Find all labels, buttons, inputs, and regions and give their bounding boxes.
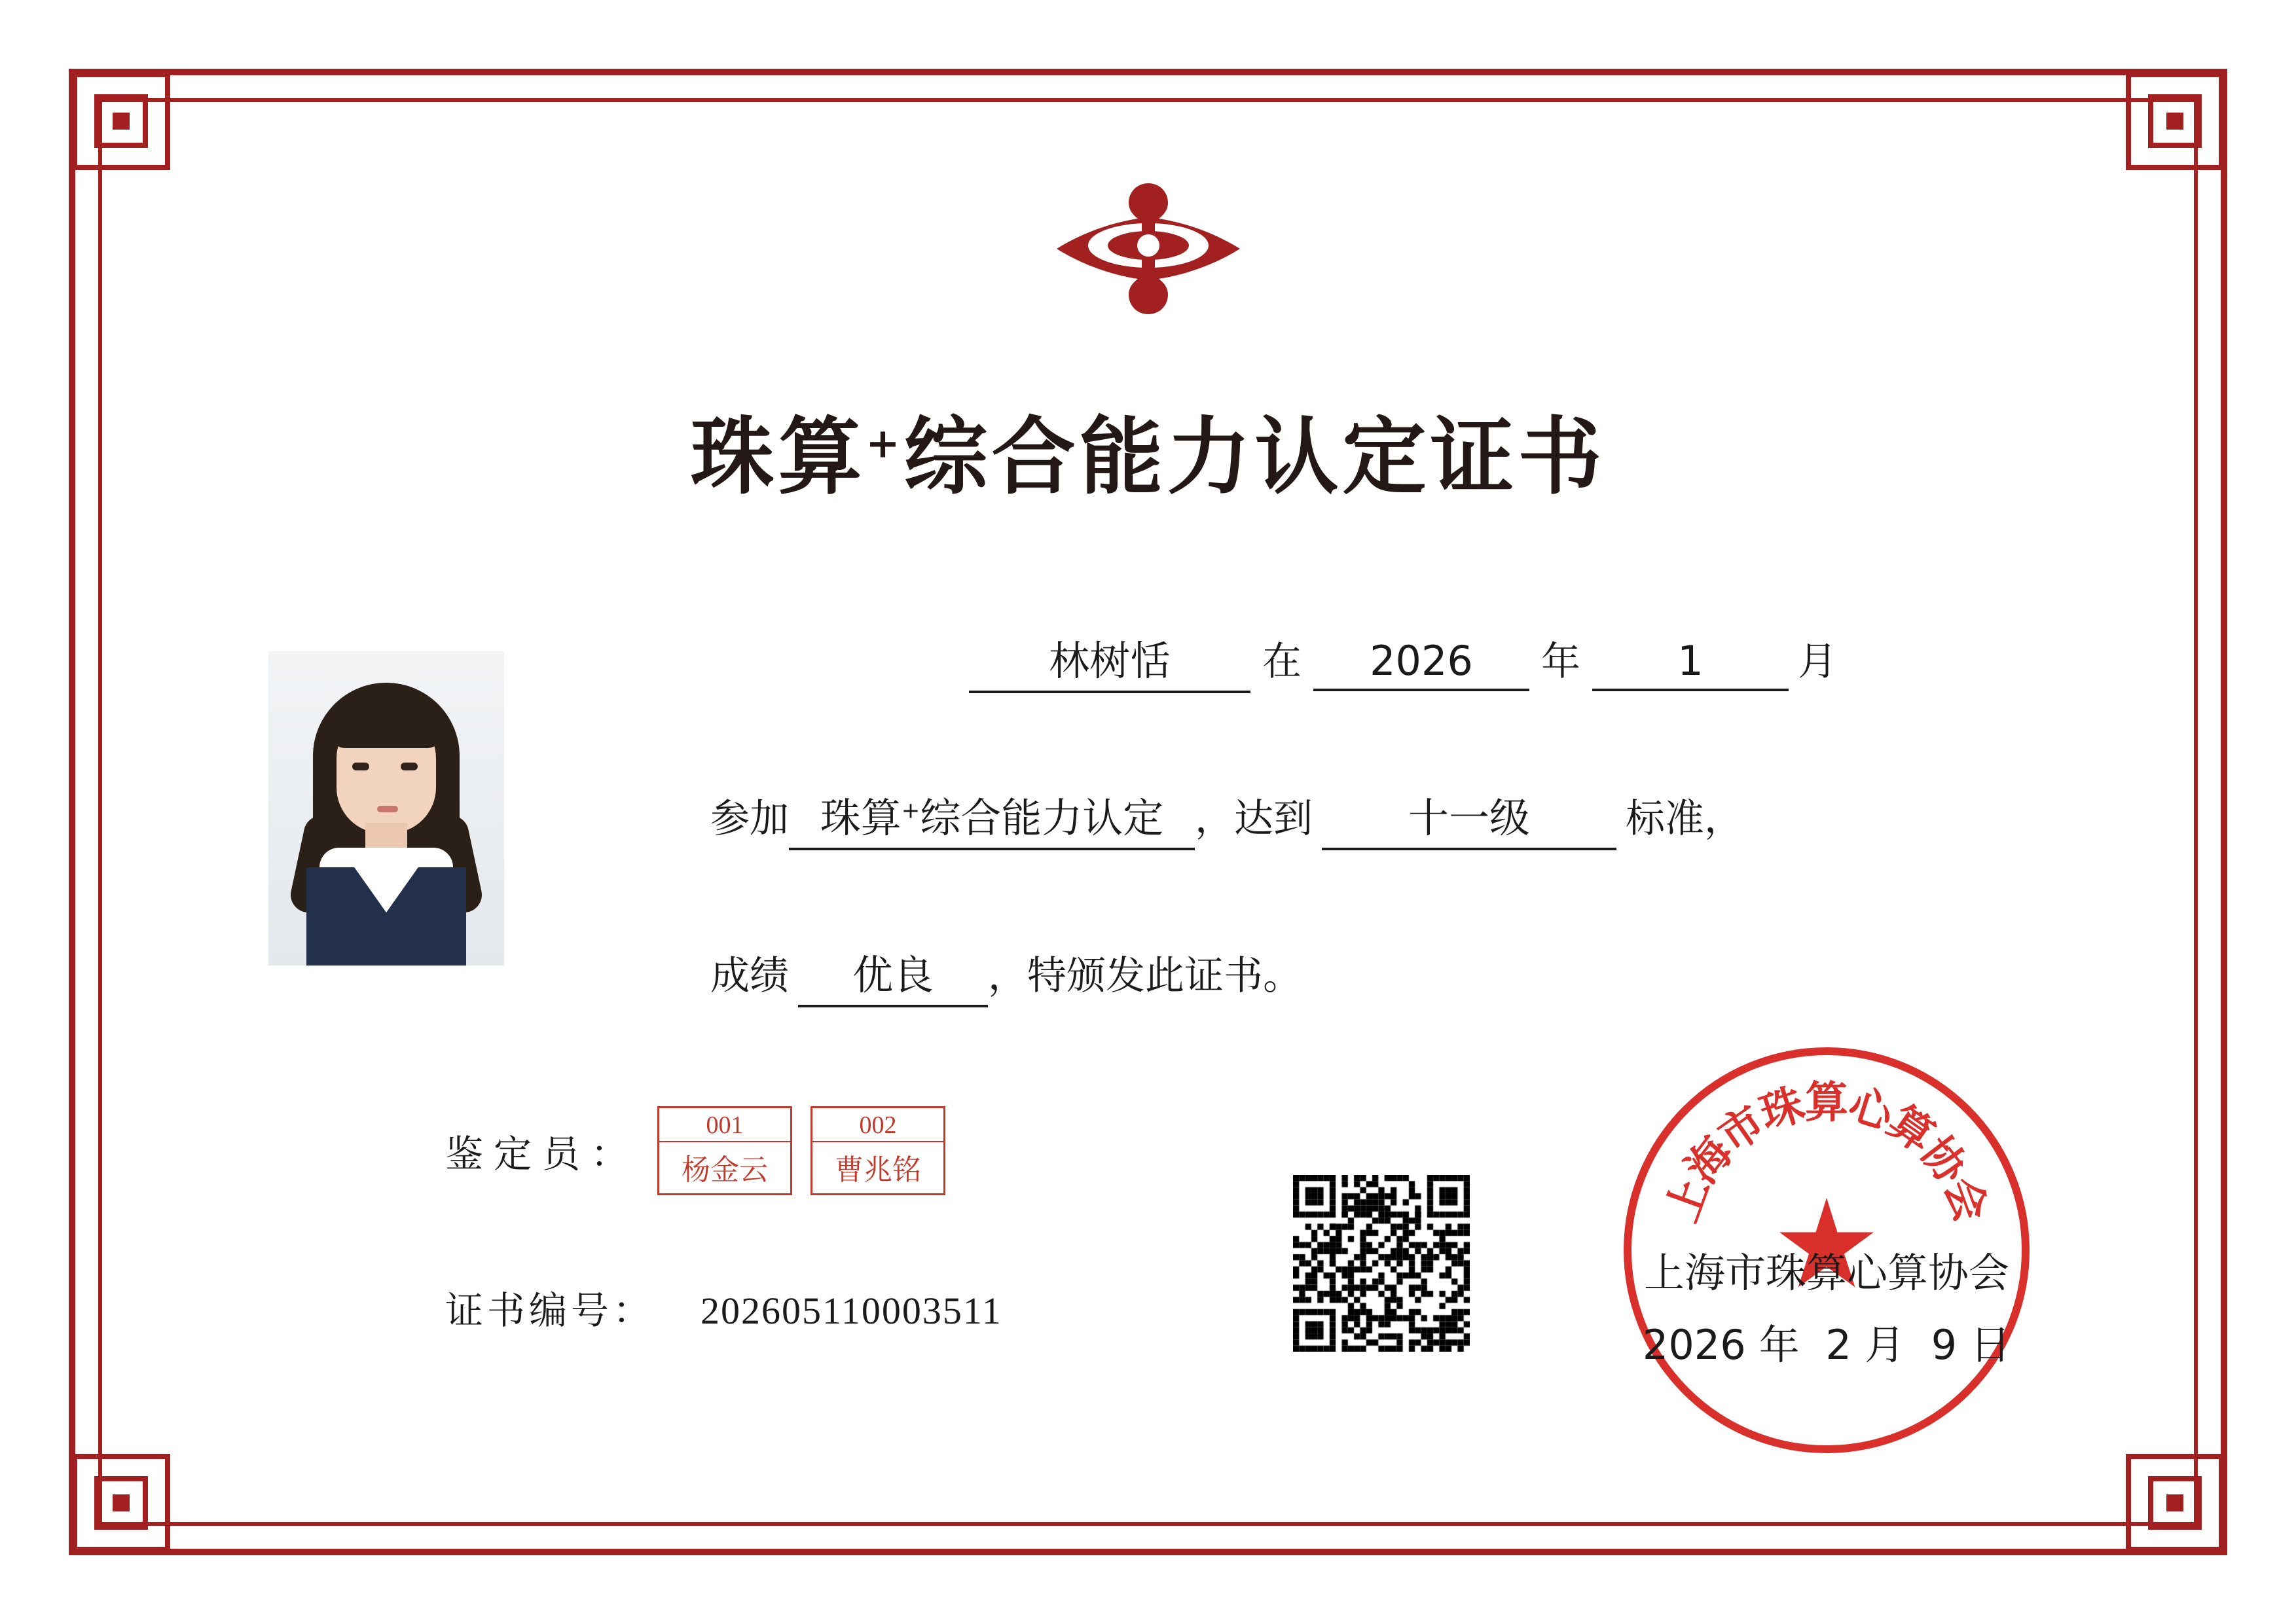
examiner-name: 曹兆铭 (835, 1154, 922, 1186)
title-superscript: + (866, 419, 904, 467)
program-prefix: 珠算 (820, 794, 902, 842)
issue-date-year: 2026 (1642, 1321, 1746, 1369)
examiner-label: 鉴定员： (445, 1132, 640, 1176)
issue-label: 特颁发此证书。 (1027, 953, 1302, 999)
join-label: 参加 (710, 796, 789, 842)
examiner-row (445, 1106, 945, 1195)
standard-label: 标准， (1626, 796, 1743, 842)
issue-date-month-label: 月 (1864, 1321, 1905, 1369)
program-superscript: + (901, 797, 920, 824)
page-title (0, 389, 2296, 510)
issuing-organization: 上海市珠算心算协会 (1643, 1249, 2009, 1297)
examiner-number: 002 (812, 1108, 943, 1142)
certificate-number-label: 证书编号： (445, 1288, 655, 1333)
issue-date-year-label: 年 (1758, 1321, 1800, 1369)
year-value: 2026 (1313, 637, 1529, 691)
issue-date-day: 9 (1931, 1321, 1958, 1369)
title-main: 珠算 (690, 408, 866, 506)
comma-1: ， (1195, 796, 1234, 842)
score-label: 成绩 (710, 953, 789, 999)
corner-ornament-top-left (72, 72, 210, 209)
seal-arc-text: 上 海 市 珠 算 心 算 协 会 (1656, 1077, 1997, 1229)
issue-date (1552, 1312, 2102, 1371)
certificate-number-value: 202605110003511 (701, 1290, 1002, 1332)
corner-ornament-bottom-right (2086, 1415, 2224, 1552)
student-photo (268, 651, 504, 965)
student-name-value: 林树恬 (969, 628, 1250, 693)
month-value: 1 (1592, 637, 1789, 691)
program-value (789, 785, 1195, 850)
corner-ornament-top-right (2086, 72, 2224, 209)
issue-date-day-label: 日 (1970, 1321, 2011, 1369)
year-label: 年 (1541, 639, 1580, 685)
examiner-number: 001 (659, 1108, 790, 1142)
abacus-association-logo-icon (1050, 177, 1247, 314)
qr-code[interactable] (1293, 1175, 1470, 1352)
corner-ornament-bottom-left (72, 1415, 210, 1552)
line-name-date (969, 628, 1837, 693)
at-label: 在 (1262, 639, 1302, 685)
reach-label: 达到 (1234, 796, 1313, 842)
certificate-number (445, 1280, 1002, 1335)
month-label: 月 (1798, 639, 1837, 685)
examiner-name: 杨金云 (682, 1154, 769, 1186)
issue-date-month: 2 (1825, 1321, 1851, 1369)
line-program-level (710, 785, 1743, 850)
comma-2: ， (988, 953, 1027, 999)
line-score (710, 943, 1302, 1007)
program-suffix: 综合能力认定 (920, 794, 1164, 842)
level-value: 十一级 (1322, 785, 1616, 850)
examiner-stamp (657, 1106, 792, 1195)
examiner-stamp (811, 1106, 945, 1195)
title-rest: 综合能力认定证书 (903, 408, 1606, 506)
score-value: 优良 (798, 943, 988, 1007)
